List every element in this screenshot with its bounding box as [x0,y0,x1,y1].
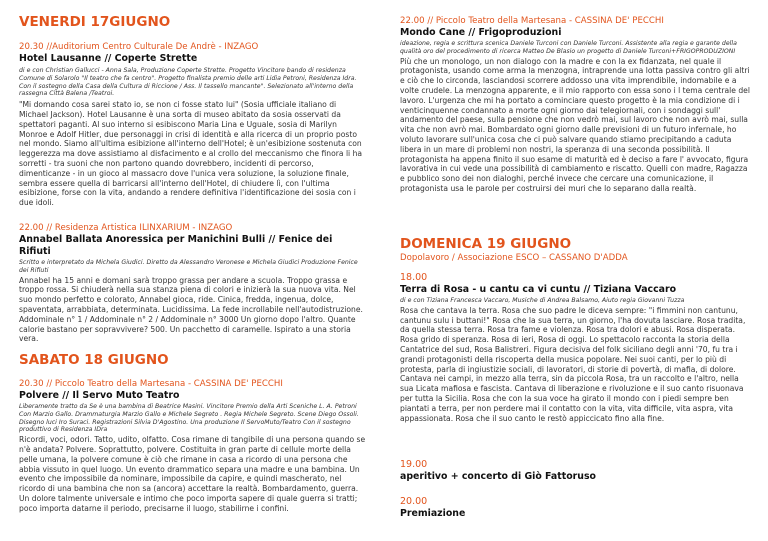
event-terra-di-rosa [400,272,752,423]
event-aperitivo [400,459,752,483]
event-meta: 20.30 // Piccolo Teatro della Martesana - CASSINA DE' PECCHI [19,379,283,389]
event-credits: di e con Christian Gallucci - Anna Sala, Produzione Coperte Strette. Progetto Vincitore bando di residenza Comune di Solarolo "Il teatro che fa centro". Progetto finalista premio delle arti Lidia Petroni, Residenza Idra. Con il sostegno della Casa della Cultura di Riccione / Ass. Il tassello mancante". Selezionato all'interno della rassegna Città Balena /Teatroi. [19,67,357,98]
event-title: Premiazione [400,508,466,519]
event-credits: Scritto e interpretato da Michela Giudici. Diretto da Alessandro Veronese e Michela Giudici Produzione Fenice dei Rifiuti [19,259,358,274]
event-premiazione [400,496,752,520]
event-title: Polvere // Il Servo Muto Teatro [19,390,180,401]
day-heading-sunday: DOMENICA 19 GIUGNO [400,236,572,252]
event-time: 18.00 [400,272,428,283]
event-title: aperitivo + concerto di Giò Fattoruso [400,471,596,482]
event-annabel [19,223,367,344]
event-meta: 20.30 //Auditorium Centro Culturale De Andrè - INZAGO [19,42,259,52]
event-description: Ricordi, voci, odori. Tatto, udito, olfatto. Cosa rimane di tangibile di una persona quando se n'è andata? Polvere. Soprattutto, polvere. Costituita in gran parte di cellule morte della pelle umana, la polvere comune è ciò che rimane in casa a ricordo di una persona che abbia vissuto in quel luogo. Un evento drammatico separa una madre e una bambina. Un evento che impossibile da nominare, impossibile da capire, e quindi mascherato, nel ricordo di una bambina che non sa (ancora) accettare la realtà. Bombardamento, guerra. Un dolore talmente universale e intimo che poco importa sapere di quale guerra si tratti; poco importa datarne il periodo, precisarne il luogo, stabilirne i confini. [19,435,366,513]
event-time: 20.00 [400,496,428,507]
event-credits: Liberamente tratto da Se è una bambina di Beatrice Masini. Vincitore Premio della Arti Sceniche L. A. Petroni Con Marzio Gallo. Drammaturgia Marzio Gallo e Michele Segreto . Regia Michele Segreto. Scene Diego Ossoli. Disegno luci Iro Suraci. Registrazioni Silvia D'Agostino. Una produzione Il ServoMuto/Teatro Con il sostegno produttivo di Residenza IDra [19,403,359,434]
event-title: Hotel Lausanne // Coperte Strette [19,53,198,64]
event-title: Mondo Cane // Frigoproduzioni [400,27,562,38]
event-credits: ideazione, regia e scrittura scenica Daniele Turconi con Daniele Turconi. Assistente alla regia e garante della qualità oro del procedimento di ricerca Matteo De Blasio un progetto di Daniele Turconi+FRIGOPRODUZIONI [400,40,737,55]
event-credits: di e con Tiziana Francesca Vaccaro, Musiche di Andrea Balsamo, Aiuto regia Giovanni Tuzza [400,297,685,304]
event-time: 19.00 [400,459,428,470]
event-meta: 22.00 // Piccolo Teatro della Martesana - CASSINA DE' PECCHI [400,16,664,26]
event-description: Annabel ha 15 anni e domani sarà troppo grassa per andare a scuola. Troppo grassa e troppo rossa. Si chiuderà nella sua stanza piena di colori e inizierà la sua nuova vita. Nel suo mondo perfetto e colorato, Annabel gioca, ride. Cinica, fredda, ingenua, dolce, spaventata, arrabbiata, determinata. Lucidissima. La fede incrollabile nell'autodistruzione. Addominale n° 1 / Addominale n° 2 / Addominale n° 3000 Un giorno dopo l'altro. Quante calorie bastano per sopravvivere? 500. Un pacchetto di caramelle. Ispirato a una storia vera. [19,275,363,344]
event-description: "Mi domando cosa sarei stato io, se non ci fosse stato lui" (Sosia ufficiale italiano di Michael Jackson). Hotel Lausanne è una sorta di museo abitato da sosia osservati da spettatori paganti. Al suo interno si esibiscono Maria Lina e Uguale, sosia di Marilyn Monroe e Adolf Hitler, due personaggi in crisi di identità e alla ricerca di un proprio posto nel mondo. Siamo all'ultima esibizione all'interno dell'Hotel; è un'esibizione sostenuta con leggerezza ma dove assistiamo al disfacimento e al crollo del meccanismo che finora li ha sorretti - tra suoni che non partono quando dovrebbero, incidenti di percorso, dimenticanze - in un gioco al massacro dove l'unica vera soluzione, la soluzione finale, sembra essere quella di barricarsi all'interno dell'Hotel, di chiudere lì, con l'ultima esibizione, forse con la vita, andando a rendere definitiva l'identificazione dei sosia con i due idoli. [19,100,363,208]
event-hotel-lausanne [19,42,367,208]
day-venue: Dopolavoro / Associazione ESCO – CASSANO D'ADDA [400,253,628,263]
event-description: Rosa che cantava la terra. Rosa che suo padre le diceva sempre: "i fimmini non cantunu, cantunu sulu i buttani!" Rosa che la sua terra, un giorno, l'ha dovuta lasciare. Rosa tradita, da quella stessa terra. Rosa tra fame e violenza. Rosa tra dolori e abusi. Rosa disperata. Rosa grido di speranza. Rosa di ieri, Rosa di oggi. Lo spettacolo racconta la storia della Cantatrice del sud, Rosa Balistreri. Figura decisiva del folk siciliano degli anni '70, fu tra i grandi protagonisti della riscoperta della musica popolare. Nei suoi canti, per lo più di protesta, parla di ingiustizie sociali, di lavoratori, di storie di povertà, di mafia, di dolore. Cantava nei campi, in mezzo alla terra, sin da piccola Rosa, tra un raccolto e l'altro, nella sua Licata mafiosa e fascista. Cantava di liberazione e rivoluzione e il suo canto risuonava per tutta la Sicilia. Rosa che con la sua voce ha girato il mondo con i piedi sempre ben piantati a terra, per non perdere mai il contatto con la vita, vita difficile, vita aspra, vita appassionata. Rosa che il suo canto le restò appiccicato fino alla fine. [400,305,746,423]
event-polvere [19,379,367,514]
event-description: Più che un monologo, un non dialogo con la madre e con la ex fidanzata, nel quale il protagonista, usando come arma la menzogna, intraprende una lotta passiva contro gli altri e ciò che lo circonda, lasciandosi scorrere addosso una vita imprendibile, indomabile e a volte crudele. La menzogna apparente, e il mio rapporto con essa sono i l tema centrale del lavoro. L'urgenza che mi ha portato a cominciare questo progetto è la mia condizione di i venticinquenne condannato a morte ogni giorno dai telegiornali, con i sondaggi sull' andamento del paese, sulla pensione che non vedrò mai, sul lavoro che non avrò mai, sulla vita che non avrò mai. Bombardato ogni giorno dalle previsioni di un futuro infernale, ho voluto lavorare sull'unica cosa che ci può salvare quando stiamo precipitando a caduta libera in un mare di problemi non nostri, la speranza di una seconda possibilità. Il protagonista ha appena finito il suo esame di maturità ed è deciso a fare l' avvocato, figura lavorativa in cui vede una possibilità di cambiamento e riscatto. Quelli con madre, Ragazza e pubblico sono dei non dialoghi, perché invece che cercare una comunicazione, il protagonista usa le parole per costruirsi dei muri che lo separano dalla realtà. [400,56,750,193]
day-heading-friday: VENERDI 17GIUGNO [19,14,171,30]
event-title: Terra di Rosa - u cantu ca vi cuntu // Tiziana Vaccaro [400,284,677,295]
event-meta: 22.00 // Residenza Artistica ILINXARIUM - INZAGO [19,223,233,233]
event-mondo-cane [400,16,752,194]
day-heading-saturday: SABATO 18 GIUGNO [19,352,169,368]
event-title: Annabel Ballata Anoressica per Manichini Bulli // Fenice dei Rifiuti [19,234,333,257]
